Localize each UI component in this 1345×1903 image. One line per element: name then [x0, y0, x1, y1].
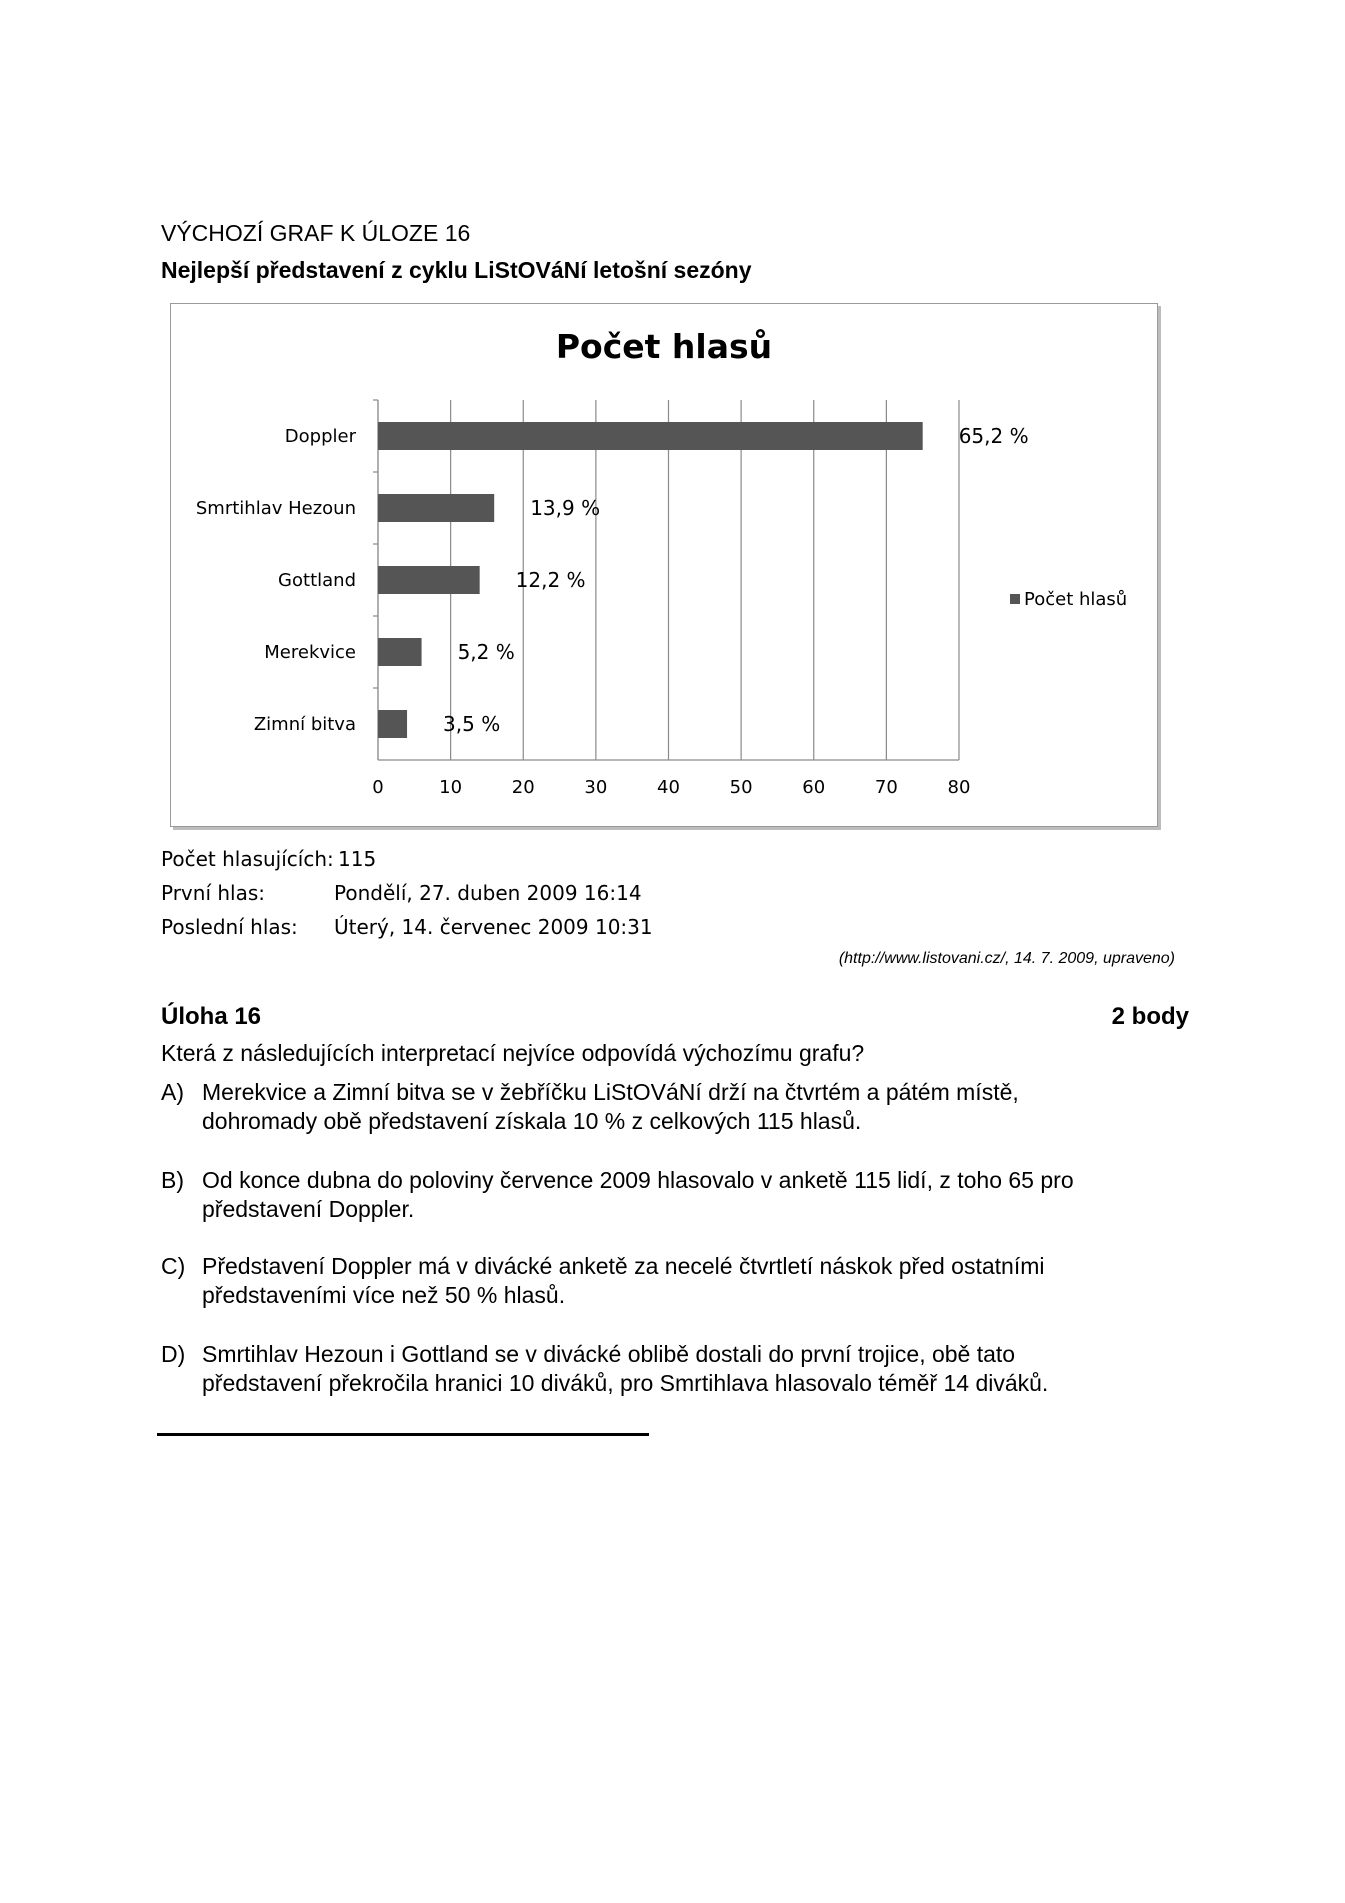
x-tick-label: 60 — [802, 777, 826, 798]
bar — [378, 494, 494, 522]
x-tick-label: 20 — [511, 777, 535, 798]
option-letter: A) — [161, 1079, 184, 1105]
data-label: 5,2 % — [457, 640, 515, 664]
bar — [378, 638, 422, 666]
task-title: Úloha 16 — [161, 1003, 262, 1030]
option-text-line: představeními více než 50 % hlasů. — [202, 1282, 566, 1308]
data-label: 12,2 % — [515, 568, 586, 592]
legend-label: Počet hlasů — [1024, 589, 1128, 610]
voters-label: Počet hlasujících: — [161, 847, 334, 871]
option-text-line: představení Doppler. — [202, 1196, 415, 1222]
category-label: Doppler — [284, 426, 356, 447]
chart-frame — [170, 303, 1158, 827]
voters-value: 115 — [338, 847, 377, 871]
first-vote-value: Pondělí, 27. duben 2009 16:14 — [334, 881, 642, 905]
data-label: 3,5 % — [443, 712, 501, 736]
option-text-line: Smrtihlav Hezoun i Gottland se v divácké oblibě dostali do první trojice, obě tato — [202, 1341, 1016, 1367]
category-label: Gottland — [278, 570, 356, 591]
legend-swatch — [1010, 594, 1020, 604]
chart-subtitle: Nejlepší představení z cyklu LiStOVáNí letošní sezóny — [161, 257, 752, 283]
category-label: Zimní bitva — [253, 714, 356, 735]
option-letter: D) — [161, 1341, 186, 1367]
category-label: Smrtihlav Hezoun — [195, 498, 356, 519]
first-vote-label: První hlas: — [161, 881, 266, 905]
bar — [378, 566, 480, 594]
bar-chart — [171, 304, 1157, 826]
answer-line — [157, 1433, 649, 1436]
last-vote-label: Poslední hlas: — [161, 915, 298, 939]
option-text-line: Od konce dubna do poloviny července 2009 hlasovalo v anketě 115 lidí, z toho 65 pro — [202, 1167, 1074, 1193]
last-vote-value: Úterý, 14. červenec 2009 10:31 — [334, 915, 653, 939]
x-tick-label: 40 — [657, 777, 680, 798]
data-label: 13,9 % — [530, 496, 601, 520]
option-text-line: představení překročila hranici 10 diváků, pro Smrtihlava hlasovalo téměř 14 diváků. — [202, 1370, 1049, 1396]
option-letter: B) — [161, 1167, 184, 1193]
option-text-line: Představení Doppler má v divácké anketě za necelé čtvrtletí náskok před ostatními — [202, 1253, 1045, 1279]
x-tick-label: 10 — [439, 777, 463, 798]
x-tick-label: 70 — [874, 777, 898, 798]
task-points: 2 body — [1111, 1003, 1189, 1030]
category-label: Merekvice — [264, 642, 356, 663]
option-text-line: Merekvice a Zimní bitva se v žebříčku LiStOVáNí drží na čtvrtém a pátém místě, — [202, 1079, 1019, 1105]
x-tick-label: 30 — [584, 777, 608, 798]
chart-title: Počet hlasů — [555, 327, 773, 366]
bar — [378, 422, 923, 450]
option-text-line: dohromady obě představení získala 10 % z celkových 115 hlasů. — [202, 1108, 862, 1134]
option-letter: C) — [161, 1253, 186, 1279]
x-tick-label: 80 — [947, 777, 971, 798]
x-tick-label: 50 — [729, 777, 753, 798]
bar — [378, 710, 407, 738]
question-text: Která z následujících interpretací nejvíce odpovídá výchozímu grafu? — [161, 1040, 865, 1066]
x-tick-label: 0 — [372, 777, 384, 798]
section-heading: VÝCHOZÍ GRAF K ÚLOZE 16 — [161, 220, 471, 246]
source-citation: (http://www.listovani.cz/, 14. 7. 2009, upraveno) — [838, 950, 1175, 967]
data-label: 65,2 % — [958, 424, 1029, 448]
